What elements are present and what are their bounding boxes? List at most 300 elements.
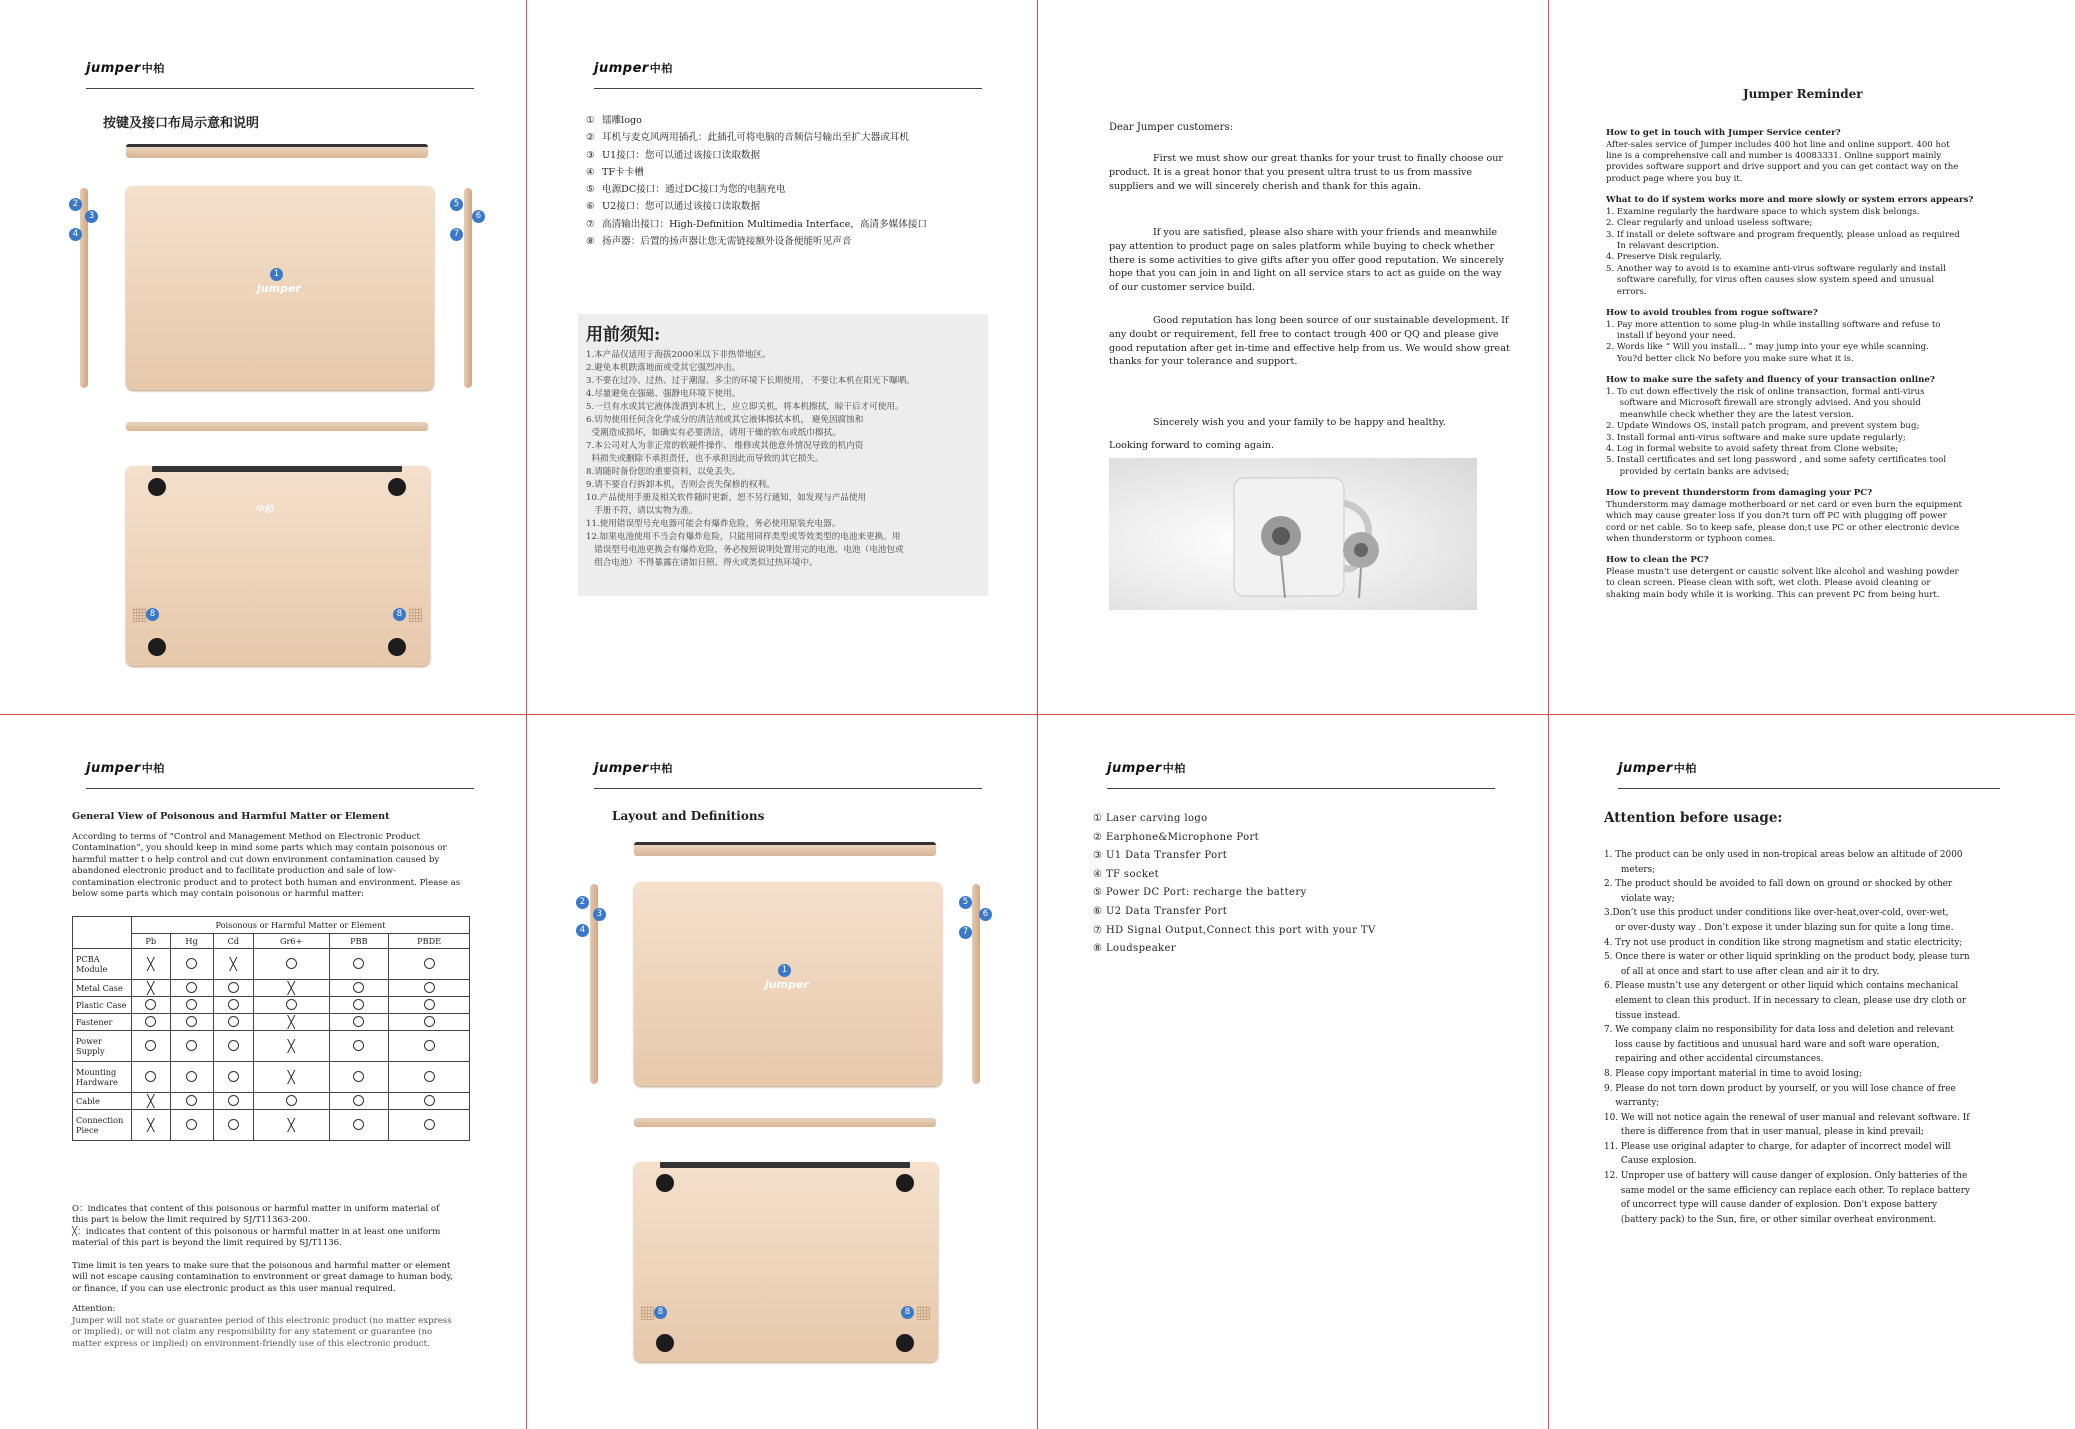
toxic-intro [72,832,470,900]
speaker-grille [409,608,422,622]
row-label: PCBA Module [73,949,132,980]
compliant-mark [186,1119,197,1130]
compliant-mark [353,982,364,993]
table-cell [253,1093,329,1110]
section-line: 2. Update Windows OS, install patch program, and prevent system bug; [1606,421,1920,432]
section-heading: How to get in touch with Jumper Service center? [1606,128,1841,138]
table-corner [73,917,132,949]
table-cell [329,1014,389,1031]
callout-6: 6 [472,210,485,223]
compliant-mark [186,999,197,1010]
table-cell [389,1110,470,1141]
row-label: Mounting Hardware [73,1062,132,1093]
port-item-cn [586,112,1016,129]
table-cell [389,949,470,980]
section-line: 5. Another way to avoid is to examine anti-virus software regularly and install [1606,263,1946,274]
section-line: 3. Install formal anti-virus software and make sure update regularly; [1606,432,1906,443]
speaker-grille [917,1306,930,1320]
section-line: software carefully, for virus often causes slow system speed and unusual [1606,275,1935,286]
page-header [1107,758,1495,789]
time-limit-text [72,1261,492,1295]
attention-item: Cause explosion. [1604,1156,1697,1167]
callout-1: 1 [270,268,283,281]
brand-logo: jumper中柏 [1107,761,1186,776]
compliant-mark [424,1071,435,1082]
notice-item: 手册不符，请以实物为准。 [586,506,698,516]
table-row [73,1093,470,1110]
compliant-mark [228,1040,239,1051]
section-line: In relavant description. [1606,241,1720,252]
table-cell [253,1031,329,1062]
page-title: Layout and Definitions [612,809,765,823]
section-line: 1. Pay more attention to some plug-in while installing software and refuse to [1606,319,1941,330]
attention-item: element to clean this product. If in necessary to clean, please use dry cloth or [1604,995,1967,1006]
port-item-en: ⑥ U2 Data Transfer Port [1093,905,1228,917]
not-compliant-mark: ╳ [229,956,237,971]
lid-brand-logo: jumper [257,282,301,295]
row-label: Power Supply [73,1031,132,1062]
table-cell [389,980,470,997]
compliant-mark [186,1071,197,1082]
time-limit-line: or finance, if you can use electronic product as this user manual required. [72,1283,396,1294]
attention-item: (battery pack) to the Sun, fire, or other similar overheat environment. [1604,1214,1937,1225]
attention-item: there is difference from that in user manual, please in kind prevail; [1604,1127,1924,1138]
section-heading: How to avoid troubles from rogue software? [1606,308,1818,319]
port-item-en: ⑤ Power DC Port: recharge the battery [1093,887,1307,899]
intro-line: harmful matter t o help control and cut down environment contamination caused by [72,854,440,865]
page-title: 按键及接口布局示意和说明 [103,116,260,131]
not-compliant-mark: ╳ [147,1117,155,1132]
table-cell [329,1110,389,1141]
notice-item: 5.一旦有水或其它液体泼洒到本机上，应立即关机，将本机擦拭，晾干后才可使用。 [586,402,904,412]
table-cell [389,1093,470,1110]
row-label: Plastic Case [73,997,132,1014]
panel-4 [1548,0,2075,712]
legend-line: ╳：indicates that content of this poisonous or harmful matter in at least one uniform [72,1226,441,1237]
table-cell [170,1110,213,1141]
section-line: 1. Examine regularly the hardware space to which system disk belongs. [1606,206,1920,217]
section-line: 5. Install certificates and set long password , and some safety certificates tool [1606,455,1947,466]
panel-1 [0,0,508,712]
table-legend [72,1204,492,1250]
table-cell [213,949,253,980]
table-cell [132,1062,171,1093]
notice-item: 3.不要在过冷、过热、过于潮湿、多尘的环境下长期使用， 不要让本机在阳光下曝晒。 [586,376,915,386]
attention-text [72,1316,492,1350]
letter-paragraph-4: Sincerely wish you and your family to be happy and healthy. [1153,417,1446,428]
not-compliant-mark: ╳ [287,1069,295,1084]
table-cell [132,949,171,980]
table-cell [389,997,470,1014]
notice-item: 11.使用错误型号充电器可能会有爆炸危险，务必使用原装充电器。 [586,519,841,529]
section-heading: How to prevent thunderstorm from damaging your PC? [1606,488,1873,499]
intro-line: abandoned electronic product and to facilitate production and sale of low- [72,866,396,877]
table-cell [329,980,389,997]
table-cell [170,980,213,997]
table-column-header: Gr6+ [253,934,329,949]
port-item-en: ⑧ Loudspeaker [1093,943,1177,955]
table-row [73,1062,470,1093]
section-line: product page where you buy it. [1606,173,1743,184]
notice-item: 料损失或删除不承担责任，也不承担因此而导致的其它损失。 [586,454,824,464]
port-text: 镭雕logo [602,115,642,126]
table-cell [253,997,329,1014]
attention-item: warranty; [1604,1098,1660,1109]
section-line: Please mustn't use detergent or caustic solvent like alcohol and washing powder [1606,566,1959,577]
section-line: 4. Preserve Disk regularly. [1606,252,1722,263]
panel-2 [510,0,1018,712]
intro-line: According to terms of “Control and Management Method on Electronic Product [72,832,420,842]
table-row [73,1031,470,1062]
compliant-mark [228,982,239,993]
callout-8: 8 [654,1306,667,1319]
section-line: errors. [1606,286,1647,297]
hinge [152,466,402,472]
brand-logo: jumper中柏 [86,61,165,76]
table-cell [213,1110,253,1141]
compliant-mark [424,1040,435,1051]
port-text: 电源DC接口：通过DC接口为您的电脑充电 [602,184,786,196]
section-line: install if beyond your need. [1606,331,1736,342]
port-item-cn [586,233,1016,250]
attention-item: tissue instead. [1604,1010,1681,1021]
table-cell [389,1031,470,1062]
section-line: shaking main body while it is working. This can prevent PC from being hurt. [1606,589,1940,600]
section-line: 1. To cut down effectively the risk of online transaction, formal anti-virus [1606,386,1925,397]
notice-item: 2.避免本机跌落地面或受其它强烈冲击。 [586,363,741,373]
mug-flower-illustration [1109,458,1477,610]
compliant-mark [424,1119,435,1130]
table-cell [253,980,329,997]
laptop-bottom-view [634,1162,938,1362]
port-number: ④ [586,166,595,178]
table-column-header: Pb [132,934,171,949]
compliant-mark [228,1119,239,1130]
table-cell [132,1031,171,1062]
table-cell [213,1014,253,1031]
table-cell [329,949,389,980]
row-label: Connection Piece [73,1110,132,1141]
rubber-foot [896,1174,914,1192]
rubber-foot [148,638,166,656]
table-cell [329,1062,389,1093]
notice-item: 6.切勿使用任何含化学成分的清洁剂或其它液体擦拭本机， 避免因腐蚀和 [586,415,864,425]
compliant-mark [186,958,197,969]
table-cell [389,1014,470,1031]
notice-item: 错误型号电池更换会有爆炸危险，务必按照说明处置用完的电池，电池（电池包或 [586,545,904,555]
callout-2: 2 [69,198,82,211]
legend-line: this part is below the limit required by SJ/T11363-200. [72,1215,311,1226]
notice-item: 9.请不要自行拆卸本机，否则会丧失保修的权利。 [586,480,775,490]
greeting: Dear Jumper customers: [1109,122,1233,133]
table-cell [213,997,253,1014]
not-compliant-mark: ╳ [147,1093,155,1108]
rubber-foot [656,1334,674,1352]
notice-item: 10.产品使用手册及相关软件随时更新，恕不另行通知，如发现与产品使用 [586,493,867,503]
port-item-cn [586,181,1016,198]
reminder-sections [1606,128,2066,601]
notice-item: 7.本公司对人为非正常的软硬件操作、 维修或其他意外情况导致的机内资 [586,441,864,451]
brand-logo: jumper中柏 [594,61,673,76]
page-header [594,758,982,789]
callout-5: 5 [959,896,972,909]
table-cell [329,1031,389,1062]
compliant-mark [145,1040,156,1051]
table-cell [329,997,389,1014]
panel-7 [1037,716,1545,1428]
section-line: 2. Words like “ Will you install... ” may jump into your eye while scanning. [1606,342,1929,353]
section-line: After-sales service of Jumper includes 400 hot line and online support. 400 hot [1606,139,1950,150]
section-line: provides software support and drive support and you can get contact way on the [1606,162,1959,173]
notice-item: 受潮造成损坏，如确实有必要清洁，请用干燥的软布或纸巾擦拭。 [586,428,841,438]
table-cell [132,1093,171,1110]
compliant-mark [286,1095,297,1106]
attention-item: 1. The product can be only used in non-tropical areas below an altitude of 2000 [1604,850,1963,860]
panel-3 [1037,0,1545,712]
attention-item: of all at once and start to use after clean and air it to dry. [1604,966,1880,977]
brand-logo: jumper中柏 [86,761,165,776]
laptop-front-view [126,144,428,158]
panel-8 [1548,716,2075,1428]
port-text: 高清输出接口：High-Definition Multimedia Interface，高清多媒体接口 [602,218,928,230]
port-item-en: ④ TF socket [1093,868,1160,880]
laptop-front-view [634,842,936,856]
callout-2: 2 [576,896,589,909]
page-header [594,58,982,89]
attention-item: violate way; [1604,893,1675,904]
port-text: 耳机与麦克风两用插孔：此插孔可将电脑的音频信号输出至扩大器或耳机 [602,132,909,144]
table-cell [132,980,171,997]
table-row [73,997,470,1014]
callout-8: 8 [146,608,159,621]
legend-line: material of this part is beyond the limit required by SJ/T1136. [72,1238,342,1249]
port-list-en [1093,810,1513,959]
attention-item: 5. Once there is water or other liquid sprinkling on the product body, please turn [1604,952,1970,963]
table-cell [170,949,213,980]
notice-item: 1.本产品仅适用于海拔2000米以下非热带地区。 [586,350,771,360]
compliant-mark [228,999,239,1010]
table-row [73,980,470,997]
not-compliant-mark: ╳ [287,1038,295,1053]
not-compliant-mark: ╳ [287,1117,295,1132]
port-number: ⑥ [586,201,595,213]
table-cell [253,1062,329,1093]
callout-3: 3 [593,908,606,921]
compliant-mark [286,999,297,1010]
port-text: TF卡卡槽 [602,166,644,178]
page-header [86,758,474,789]
letter-paragraph-2: If you are satisfied, please also share with your friends and meanwhile pay attention to product page on sales platform while buying to check whether there is some activities to give gifts after you offer good reputation. We sincerely hope that you can join in and light on all service stars to act as guide on the way of our customer service build. [1109,227,1504,294]
compliant-mark [228,1095,239,1106]
notice-item: 8.请随时备份您的重要资料，以免丢失。 [586,467,741,477]
attention-item: 10. We will not notice again the renewal of user manual and relevant software. If [1604,1112,1970,1123]
attention-item: 11. Please use original adapter to charge, for adapter of incorrect model will [1604,1141,1951,1152]
port-item-en: ③ U1 Data Transfer Port [1093,850,1228,862]
section-line: line is a comprehensive call and number is 40083331. Online support mainly [1606,151,1942,161]
attention-item: loss cause by factitious and unusual hard ware and soft ware operation, [1604,1039,1940,1050]
notice-item: 组合电池）不得暴露在诸如日照、得火或类似过热环境中。 [586,558,818,568]
port-text: 扬声器：后置的扬声器让您无需链接额外设备便能听见声音 [602,236,852,248]
attention-item: 12. Unproper use of battery will cause danger of explosion. Only batteries of the [1604,1171,1968,1182]
intro-line: below some parts which may contain poisonous or harmful matter: [72,889,364,900]
toxic-matter-table [72,916,470,1141]
table-cell [253,949,329,980]
table-cell [213,1031,253,1062]
callout-7: 7 [959,926,972,939]
brand-logo: jumper中柏 [1618,761,1697,776]
attention-item: 7. We company claim no responsibility for data loss and deletion and relevant [1604,1025,1954,1036]
panel-5 [0,716,508,1428]
compliant-mark [186,1040,197,1051]
compliant-mark [424,999,435,1010]
notice-item: 4.尽量避免在强磁、强静电环境下使用。 [586,389,741,399]
rubber-foot [388,638,406,656]
port-item-cn [586,164,1016,181]
hinge [660,1162,910,1168]
attention-item: meters; [1604,864,1656,875]
attention-line: matter express or implied) on environment-friendly use of this electronic product. [72,1338,430,1349]
attention-item: same model or the same efficiency can replace each other. To replace battery [1604,1185,1971,1196]
port-number: ⑤ [586,184,595,196]
callout-4: 4 [576,924,589,937]
section-line: Thunderstorm may damage motherboard or net card or even burn the equipment [1606,499,1962,510]
table-row [73,949,470,980]
not-compliant-mark: ╳ [147,980,155,995]
compliant-mark [424,1095,435,1106]
section-line: which may cause greater loss if you don?t turn off PC with plugging off power [1606,511,1947,522]
rubber-foot [388,478,406,496]
rubber-foot [656,1174,674,1192]
section-heading: How to clean the PC? [1606,555,1709,566]
attention-item: 8. Please copy important material in time to avoid losing; [1604,1068,1863,1079]
callout-8: 8 [901,1306,914,1319]
attention-item: or over-dusty way . Don’t expose it under blazing sun for quite a long time. [1604,922,1954,933]
bottom-brand-logo: 中柏 [255,505,274,515]
port-item-cn [586,216,1016,233]
section-line: 3. If install or delete software and program frequently, please unload as required [1606,229,1960,240]
attention-item: of uncorrect type will cause dander of explosion. Don't expose battery [1604,1200,1937,1211]
table-cell [253,1014,329,1031]
attention-title: Attention: [72,1304,116,1314]
section-heading: What to do if system works more and more slowly or system errors appears? [1606,195,1974,206]
not-compliant-mark: ╳ [287,980,295,995]
letter-paragraph-3: Good reputation has long been source of our sustainable development. If any doubt or requirement, fell free to contact trough 400 or QQ and please give good reputation after get in-time and effective help from us. We would show great thanks for your tolerance and support. [1109,315,1510,368]
row-label: Cable [73,1093,132,1110]
callout-8: 8 [393,608,406,621]
attention-before-usage-list [1604,848,2044,1227]
table-cell [132,1110,171,1141]
attention-item: 9. Please do not torn down product by yourself, or you will lose chance of free [1604,1083,1956,1094]
compliant-mark [145,999,156,1010]
attention-before-usage-title: Attention before usage: [1604,810,1783,826]
table-cell [213,980,253,997]
laptop-bottom-view [126,466,430,666]
table-column-header: PBB [329,934,389,949]
table-row [73,1014,470,1031]
callout-4: 4 [69,228,82,241]
port-number: ⑦ [586,218,595,230]
section-line: cord or net cable. So to keep safe, please don;t use PC or other electronic device [1606,522,1960,533]
attention-item: repairing and other accidental circumstances. [1604,1054,1824,1065]
section-line: to clean screen. Please clean with soft, wet cloth. Please avoid cleaning or [1606,578,1931,589]
table-column-header: PBDE [389,934,470,949]
port-number: ⑧ [586,236,595,248]
letter-paragraph-1: First we must show our great thanks for your trust to finally choose our product. It is a great honor that you present ultra trust to us from massive suppliers and we will sincerely cherish and thank for this again. [1109,153,1503,192]
compliant-mark [286,958,297,969]
rubber-foot [148,478,166,496]
legend-line: O：indicates that content of this poisonous or harmful matter in uniform material of [72,1204,440,1214]
brand-logo: jumper中柏 [594,761,673,776]
table-cell [253,1110,329,1141]
speaker-grille [641,1306,654,1320]
table-group-header: Poisonous or Harmful Matter or Element [132,917,470,934]
panel-divider [0,714,2075,715]
compliant-mark [228,1016,239,1027]
table-cell [170,1031,213,1062]
compliant-mark [353,999,364,1010]
laptop-right-side-view [464,188,472,388]
attention-line: Jumper will not state or guarantee period of this electronic product (no matter express [72,1316,452,1326]
table-cell [170,1014,213,1031]
section-line: when thunderstorm or typhoon comes. [1606,533,1776,544]
section-line: You?d better click No before you make sure what it is. [1606,353,1854,364]
compliant-mark [186,1095,197,1106]
table-column-header: Hg [170,934,213,949]
port-number: ③ [586,149,595,161]
lid-brand-logo: jumper [765,978,809,991]
section-line: 2. Clear regularly and unload useless software; [1606,218,1813,229]
callout-1: 1 [778,964,791,977]
port-item-en: ⑦ HD Signal Output,Connect this port with your TV [1093,924,1376,936]
compliant-mark [424,982,435,993]
callout-6: 6 [979,908,992,921]
port-item-en: ① Laser carving logo [1093,813,1208,824]
attention-line: or implied), or will not claim any responsibility for any statement or guarantee (no [72,1327,433,1338]
not-compliant-mark: ╳ [287,1014,295,1029]
table-cell [132,997,171,1014]
time-limit-line: Time limit is ten years to make sure that the poisonous and harmful matter or element [72,1261,451,1271]
section-line: 4. Log in formal website to avoid safety threat from Clone website; [1606,443,1899,454]
port-text: U1接口：您可以通过该接口读取数据 [602,149,761,161]
letter-closing: Looking forward to coming again. [1109,440,1275,451]
speaker-grille [133,608,146,622]
table-cell [389,1062,470,1093]
compliant-mark [186,1016,197,1027]
callout-7: 7 [450,228,463,241]
table-cell [170,997,213,1014]
row-label: Metal Case [73,980,132,997]
attention-item: 2. The product should be avoided to fall down on ground or shocked by other [1604,879,1953,890]
mug-flower-photo [1109,458,1477,610]
row-label: Fastener [73,1014,132,1031]
panel-6 [510,716,1018,1428]
table-cell [213,1062,253,1093]
port-number: ① [586,115,595,126]
table-cell [213,1093,253,1110]
attention-item: 6. Please mustn’t use any detergent or other liquid which contains mechanical [1604,981,1959,992]
section-line: meanwhile check whether they are the latest version. [1606,409,1855,420]
table-cell [170,1062,213,1093]
port-text: U2接口：您可以通过该接口读取数据 [602,201,761,213]
section-line: provided by certain banks are advised; [1606,466,1790,477]
section-heading: How to make sure the safety and fluency of your transaction online? [1606,375,1935,386]
compliant-mark [186,982,197,993]
compliant-mark [353,1095,364,1106]
port-list-cn [586,112,1016,250]
compliant-mark [353,1071,364,1082]
table-row [73,1110,470,1141]
port-item-cn [586,198,1016,215]
